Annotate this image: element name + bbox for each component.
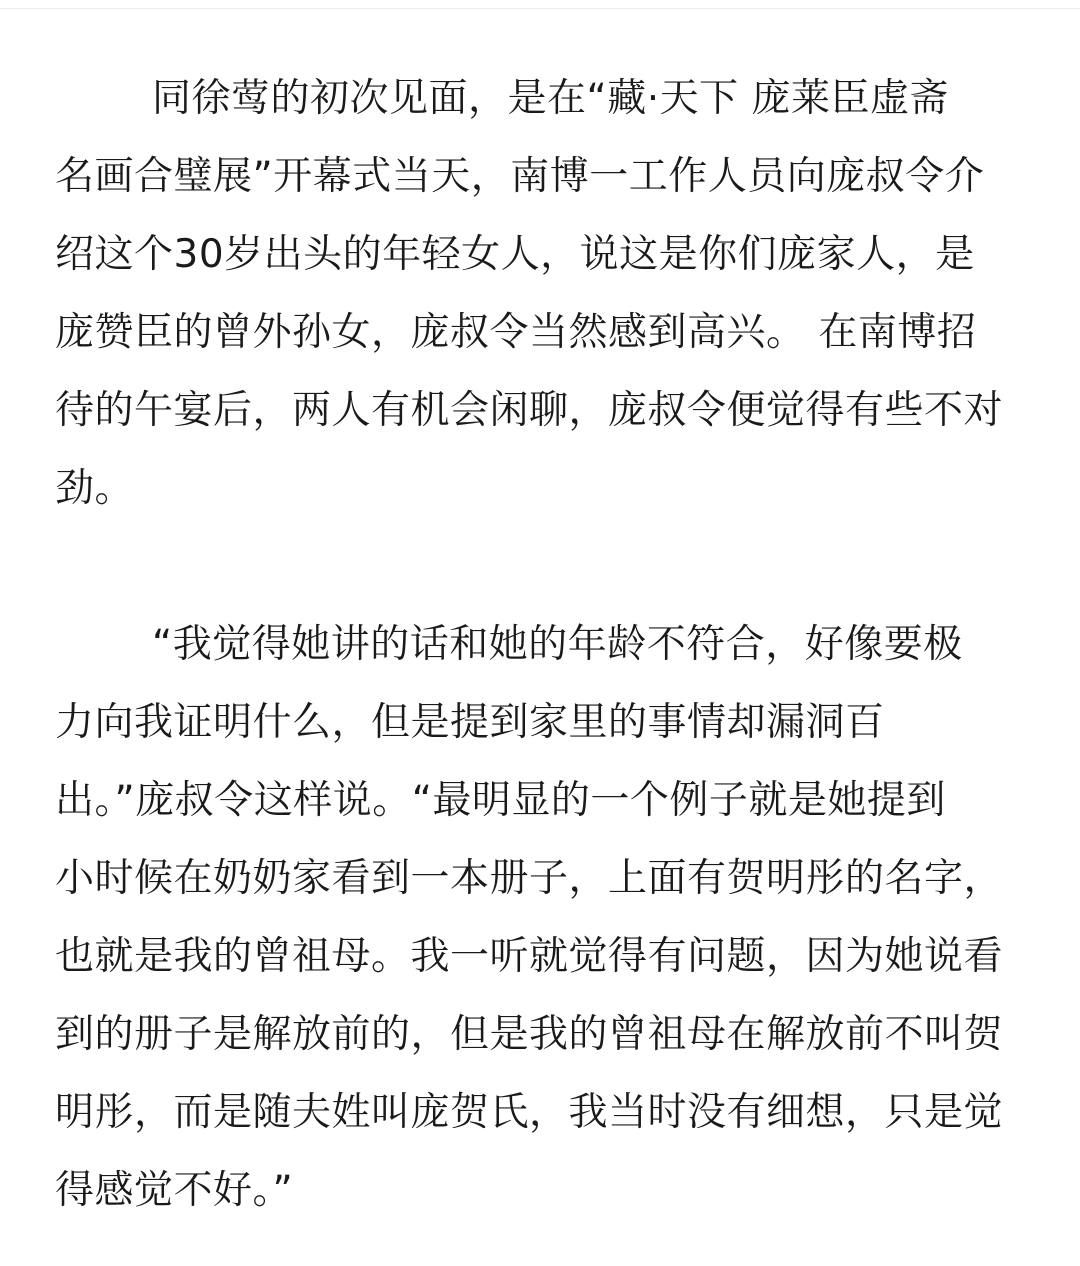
paragraph-line: 绍这个30岁出头的年轻女人，说这是你们庞家人，是 — [55, 232, 975, 277]
paragraph-1 — [55, 60, 1027, 528]
paragraph-line: 明彤，而是随夫姓叫庞贺氏，我当时没有细想，只是觉 — [55, 1090, 1004, 1135]
paragraph-line: 名画合璧展”开幕式当天，南博一工作人员向庞叔令介 — [55, 154, 985, 199]
paragraph-line: 同徐莺的初次见面，是在“藏·天下 庞莱臣虚斋 — [152, 76, 949, 121]
article-body — [55, 60, 1027, 1230]
paragraph-gap — [55, 528, 1027, 606]
paragraph-line: 小时候在奶奶家看到一本册子，上面有贺明彤的名字， — [55, 856, 1004, 901]
paragraph-line: 出。”庞叔令这样说。“最明显的一个例子就是她提到 — [55, 778, 946, 823]
paragraph-line: 劲。 — [55, 466, 135, 511]
paragraph-line: “我觉得她讲的话和她的年龄不符合，好像要极 — [152, 622, 963, 667]
paragraph-line: 到的册子是解放前的，但是我的曾祖母在解放前不叫贺 — [55, 1012, 1004, 1057]
top-divider — [0, 8, 1080, 9]
paragraph-line: 得感觉不好。” — [55, 1168, 294, 1213]
paragraph-line: 待的午宴后，两人有机会闲聊，庞叔令便觉得有些不对 — [55, 388, 1004, 433]
paragraph-line: 也就是我的曾祖母。我一听就觉得有问题，因为她说看 — [55, 934, 1004, 979]
paragraph-2 — [55, 606, 1027, 1230]
paragraph-line: 力向我证明什么，但是提到家里的事情却漏洞百 — [55, 700, 885, 745]
paragraph-line: 庞赞臣的曾外孙女，庞叔令当然感到高兴。 在南博招 — [55, 310, 977, 355]
